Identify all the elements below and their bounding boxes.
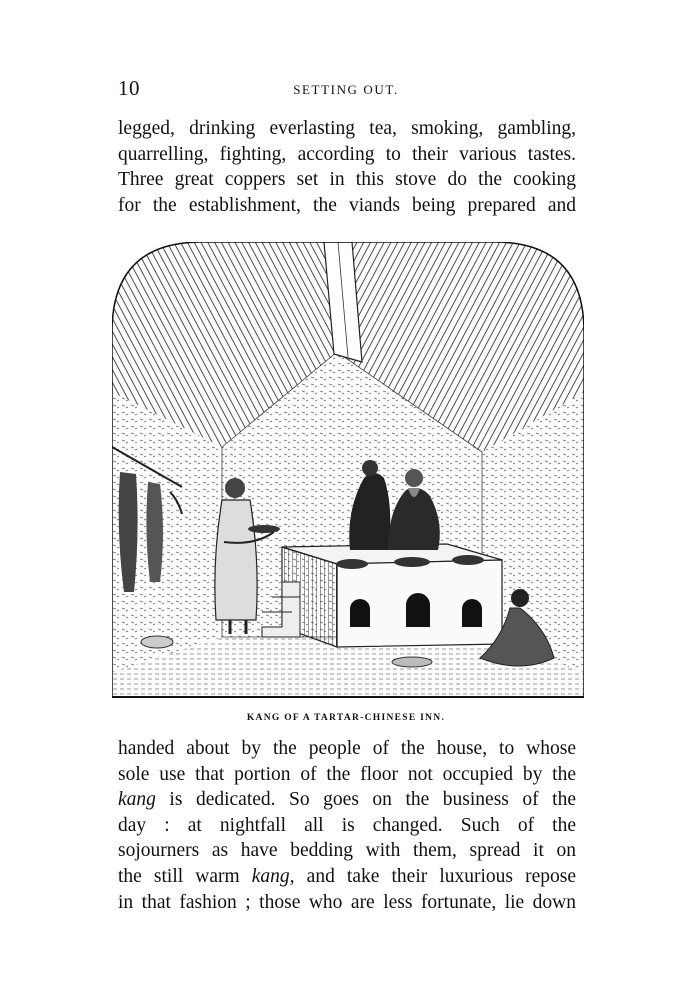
text-line: quarrelling, fighting, according to their various tastes. xyxy=(118,143,576,165)
text-segment: is dedicated. So goes on the business of the xyxy=(155,789,576,811)
kang-stove xyxy=(262,544,502,647)
text-segment: and take their luxurious repose xyxy=(294,865,576,887)
italic-term: kang, xyxy=(251,865,295,887)
paragraph-top xyxy=(118,116,576,218)
page-number: 10 xyxy=(118,76,140,100)
italic-term: kang xyxy=(118,789,156,811)
text-line xyxy=(118,864,576,890)
text-line: handed about by the people of the house, to whose xyxy=(118,738,576,759)
text-line: for the establishment, the viands being prepared and xyxy=(118,194,576,216)
text-line: sojourners as have bedding with them, spread it on xyxy=(118,840,576,862)
text-line: Three great coppers set in this stove do the cooking xyxy=(118,169,576,191)
text-line: day : at nightfall all is changed. Such of the xyxy=(118,814,576,836)
paragraph-bottom xyxy=(118,736,576,915)
figure-caption: KANG OF A TARTAR-CHINESE INN. xyxy=(246,713,446,723)
running-head: SETTING OUT. xyxy=(293,82,399,97)
text-line: legged, drinking everlasting tea, smoking, gambling, xyxy=(118,118,576,139)
text-segment: the still warm xyxy=(118,865,252,887)
text-line: sole use that portion of the floor not occupied by the xyxy=(118,763,576,785)
text-line: in that fashion ; those who are less fortunate, lie down xyxy=(118,891,576,913)
engraving-illustration xyxy=(112,242,584,698)
text-line xyxy=(118,787,576,813)
